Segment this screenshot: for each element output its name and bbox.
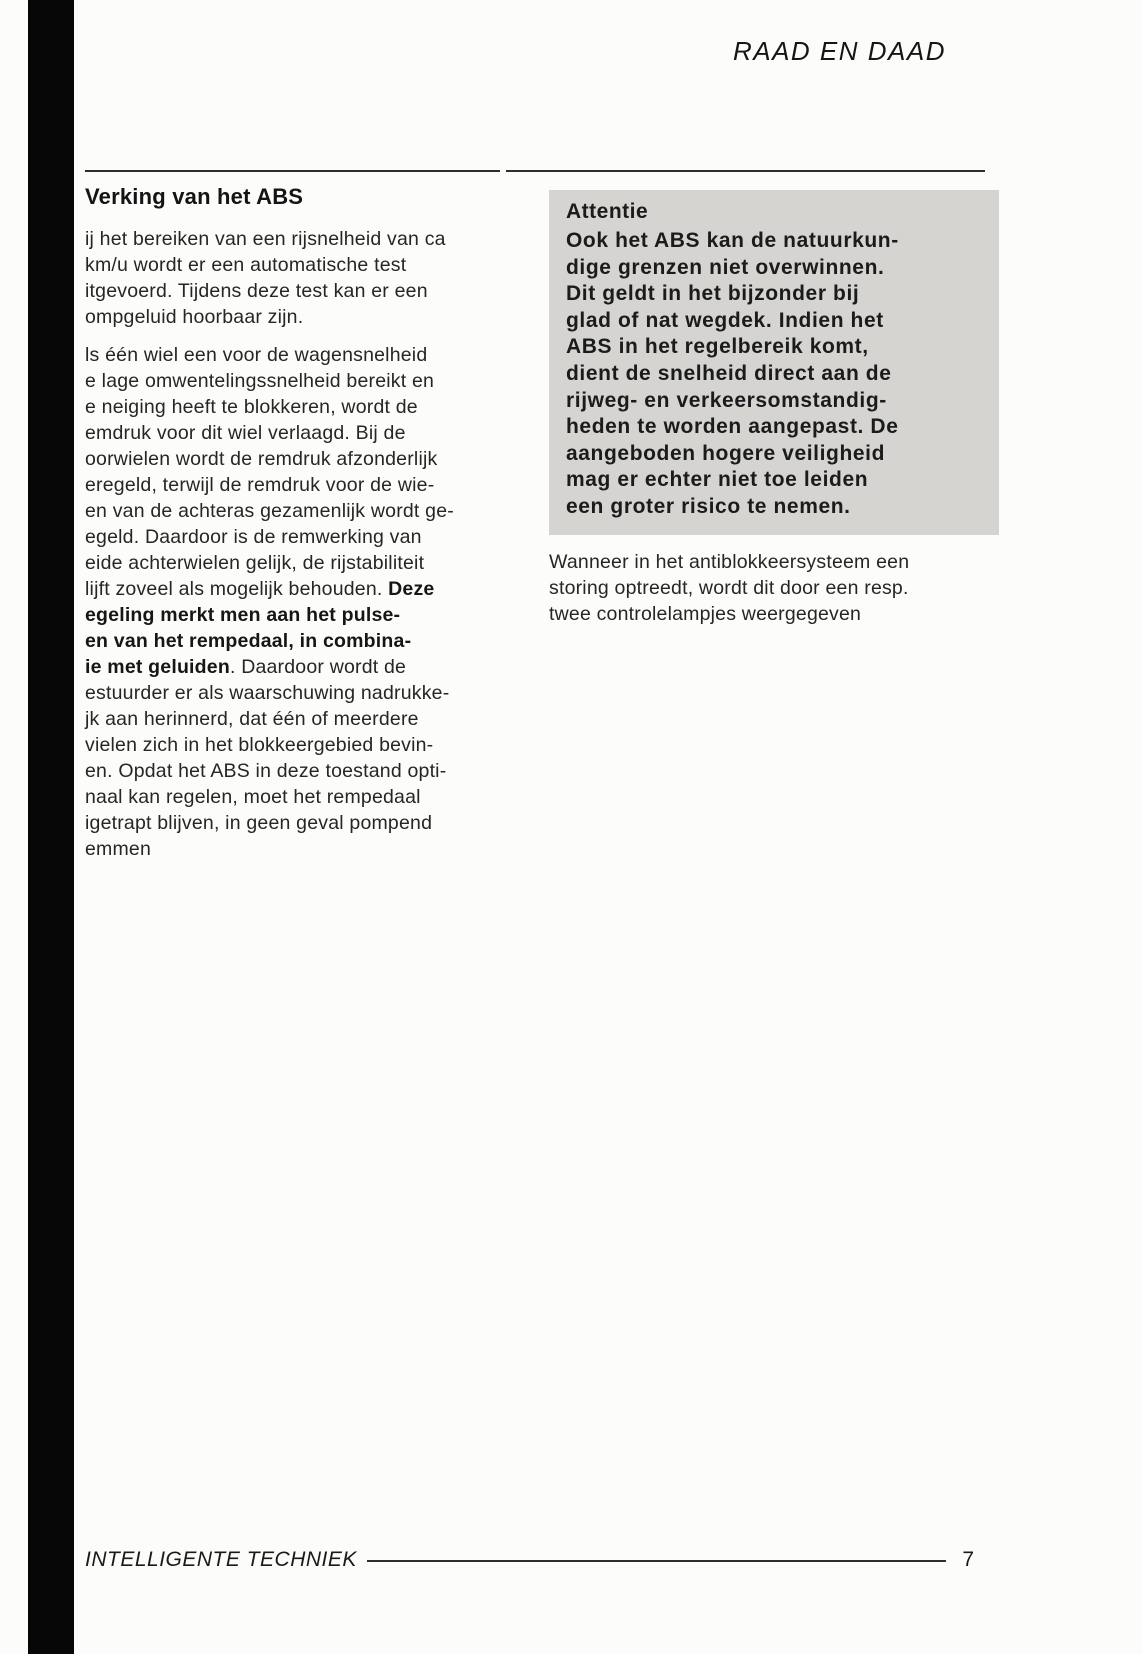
text-line xyxy=(85,278,525,304)
text-segment: km/u wordt er een automatische test xyxy=(85,254,407,276)
scan-edge-bar xyxy=(28,0,74,1654)
text-segment: eide achterwielen gelijk, de rijstabiliteit xyxy=(85,552,425,574)
page-header-title: RAAD EN DAAD xyxy=(732,36,946,66)
text-line xyxy=(549,549,999,575)
attention-heading: Attentie xyxy=(566,200,649,223)
text-segment: en van de achteras gezamenlijk wordt ge- xyxy=(85,500,454,522)
text-segment: dient de snelheid direct aan de xyxy=(566,361,892,385)
top-rule-left xyxy=(85,170,500,172)
text-segment: Ook het ABS kan de natuurkun- xyxy=(566,229,899,252)
text-segment: egeling merkt men aan het pulse- xyxy=(85,604,401,626)
text-line xyxy=(566,494,985,521)
text-line xyxy=(566,361,985,388)
text-line xyxy=(566,467,985,494)
page-number: 7 xyxy=(962,1548,974,1571)
text-segment: ompgeluid hoorbaar zijn. xyxy=(85,306,304,328)
text-segment: oorwielen wordt de remdruk afzonderlijk xyxy=(85,448,438,470)
text-segment: ABS in het regelbereik komt, xyxy=(566,335,869,359)
right-column xyxy=(549,190,999,627)
text-line xyxy=(85,342,525,368)
text-segment: emdruk voor dit wiel verlaagd. Bij de xyxy=(85,422,406,444)
page-footer xyxy=(85,1548,974,1572)
text-line xyxy=(85,576,525,602)
text-line xyxy=(85,810,525,836)
text-segment: Deze xyxy=(388,578,435,600)
text-line xyxy=(85,732,525,758)
text-segment: glad of nat wegdek. Indien het xyxy=(566,308,884,332)
text-line xyxy=(85,498,525,524)
text-line xyxy=(566,414,985,441)
text-line xyxy=(85,836,525,862)
text-line xyxy=(85,550,525,576)
text-segment: e lage omwentelingssnelheid bereikt en xyxy=(85,370,435,392)
text-segment: estuurder er als waarschuwing nadrukke- xyxy=(85,682,450,704)
section-heading: Verking van het ABS xyxy=(85,184,304,209)
text-segment: vielen zich in het blokkeergebied bevin- xyxy=(85,734,434,756)
top-rule-right xyxy=(506,170,985,172)
left-column xyxy=(85,184,525,862)
text-line xyxy=(85,680,525,706)
text-segment: igetrapt blijven, in geen geval pompend xyxy=(85,812,433,834)
text-line xyxy=(85,654,525,680)
text-segment: dige grenzen niet overwinnen. xyxy=(566,255,885,279)
text-segment: en van het rempedaal, in combina- xyxy=(85,630,412,652)
text-segment: aangeboden hogere veiligheid xyxy=(566,441,886,465)
text-line xyxy=(85,304,525,330)
text-segment: rijweg- en verkeersomstandig- xyxy=(566,388,887,412)
text-segment: twee controlelampjes weergegeven xyxy=(549,602,862,625)
text-segment: ls één wiel een voor de wagensnelheid xyxy=(85,344,428,366)
text-segment: jk aan herinnerd, dat één of meerdere xyxy=(85,708,419,730)
attention-box xyxy=(549,190,999,535)
text-line xyxy=(85,252,525,278)
text-line xyxy=(566,308,985,335)
text-line xyxy=(85,394,525,420)
attention-body xyxy=(566,228,985,521)
text-segment: egeld. Daardoor is de remwerking van xyxy=(85,526,422,548)
text-segment: eregeld, terwijl de remdruk voor de wie- xyxy=(85,474,435,496)
text-line xyxy=(85,368,525,394)
text-line xyxy=(549,575,999,601)
text-line xyxy=(566,228,985,255)
text-line xyxy=(85,472,525,498)
body-paragraph xyxy=(549,549,999,627)
text-line xyxy=(566,441,985,468)
footer-rule xyxy=(367,1560,946,1562)
text-line xyxy=(549,601,999,627)
text-segment: naal kan regelen, moet het rempedaal xyxy=(85,786,421,808)
text-line xyxy=(85,602,525,628)
text-line xyxy=(85,420,525,446)
text-segment: heden te worden aangepast. De xyxy=(566,415,899,439)
text-line xyxy=(85,628,525,654)
text-line xyxy=(566,281,985,308)
text-segment: Dit geldt in het bijzonder bij xyxy=(566,282,860,306)
text-segment: een groter risico te nemen. xyxy=(566,494,851,518)
text-segment: e neiging heeft te blokkeren, wordt de xyxy=(85,396,418,418)
body-paragraph xyxy=(85,226,525,330)
text-line xyxy=(85,784,525,810)
text-line xyxy=(85,524,525,550)
text-line xyxy=(85,446,525,472)
footer-section-title: INTELLIGENTE TECHNIEK xyxy=(85,1548,357,1571)
text-line xyxy=(85,758,525,784)
text-line xyxy=(85,706,525,732)
text-segment: mag er echter niet toe leiden xyxy=(566,468,869,492)
text-segment: lijft zoveel als mogelijk behouden. xyxy=(85,578,389,600)
body-paragraph xyxy=(85,342,525,862)
text-segment: storing optreedt, wordt dit door een resp. xyxy=(549,576,909,599)
text-segment: itgevoerd. Tijdens deze test kan er een xyxy=(85,280,428,302)
text-line xyxy=(566,255,985,282)
text-segment: en. Opdat het ABS in deze toestand opti- xyxy=(85,760,447,782)
text-segment: Wanneer in het antiblokkeersysteem een xyxy=(549,550,910,573)
text-line xyxy=(566,388,985,415)
text-segment: . Daardoor wordt de xyxy=(229,656,407,678)
text-line xyxy=(566,334,985,361)
text-segment: ij het bereiken van een rijsnelheid van ca xyxy=(85,228,446,250)
text-segment: emmen xyxy=(85,838,152,860)
text-line xyxy=(85,226,525,252)
text-segment: ie met geluiden xyxy=(85,656,230,678)
